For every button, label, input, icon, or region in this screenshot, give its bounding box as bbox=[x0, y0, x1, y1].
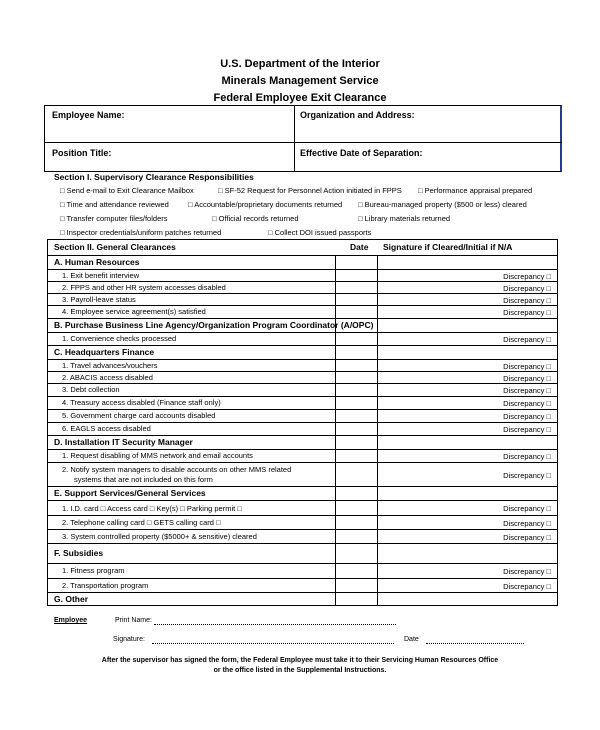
divider bbox=[294, 105, 295, 172]
discrepancy-checkbox[interactable]: Discrepancy □ bbox=[503, 425, 551, 434]
item-label: 3. System controlled property ($5000+ & sensitive) cleared bbox=[62, 532, 257, 541]
item-label: 4. Treasury access disabled (Finance staff only) bbox=[62, 398, 221, 407]
item-label: 5. Government charge card accounts disabled bbox=[62, 411, 216, 420]
table-row bbox=[48, 564, 557, 579]
item-label: 3. Debt collection bbox=[62, 385, 120, 394]
checkbox-item[interactable]: □ SF-52 Request for Personnel Action initiated in FPPS bbox=[218, 186, 402, 195]
table-row bbox=[48, 282, 557, 294]
table-row bbox=[48, 360, 557, 372]
employee-name-field[interactable]: Employee Name: bbox=[52, 110, 125, 120]
discrepancy-checkbox[interactable]: Discrepancy □ bbox=[503, 399, 551, 408]
section2-title: Section II. General Clearances bbox=[54, 242, 176, 252]
section2-table bbox=[47, 239, 558, 606]
item-label: 4. Employee service agreement(s) satisfied bbox=[62, 307, 206, 316]
group-other: G. Other bbox=[54, 594, 89, 604]
discrepancy-checkbox[interactable]: Discrepancy □ bbox=[503, 386, 551, 395]
discrepancy-checkbox[interactable]: Discrepancy □ bbox=[503, 412, 551, 421]
table-row bbox=[48, 530, 557, 544]
signature-label: Signature: bbox=[113, 636, 145, 643]
employee-label: Employee bbox=[54, 617, 88, 624]
group-row bbox=[48, 487, 557, 501]
item-label: 2. Notify system managers to disable accounts on other MMS related bbox=[62, 465, 292, 474]
discrepancy-checkbox[interactable]: Discrepancy □ bbox=[503, 296, 551, 305]
checkbox-item[interactable]: □ Bureau-managed property ($500 or less) cleared bbox=[358, 200, 527, 209]
item-label-continued: systems that are not included on this form bbox=[74, 475, 213, 484]
discrepancy-checkbox[interactable]: Discrepancy □ bbox=[503, 362, 551, 371]
table-row bbox=[48, 306, 557, 319]
table-row bbox=[48, 384, 557, 397]
group-row bbox=[48, 319, 557, 333]
table-row bbox=[48, 516, 557, 530]
table-row bbox=[48, 579, 557, 593]
instructions-note-continued: or the office listed in the Supplemental Instructions. bbox=[213, 667, 387, 674]
checkbox-item[interactable]: □ Library materials returned bbox=[358, 214, 451, 223]
group-it-security: D. Installation IT Security Manager bbox=[54, 437, 193, 447]
discrepancy-checkbox[interactable]: Discrepancy □ bbox=[503, 272, 551, 281]
discrepancy-checkbox[interactable]: Discrepancy □ bbox=[503, 335, 551, 344]
item-label: 1. Travel advances/vouchers bbox=[62, 361, 158, 370]
checkbox-item[interactable]: □ Transfer computer files/folders bbox=[60, 214, 168, 223]
discrepancy-checkbox[interactable]: Discrepancy □ bbox=[503, 582, 551, 591]
checkbox-item[interactable]: □ Send e-mail to Exit Clearance Mailbox bbox=[60, 186, 194, 195]
print-name-line[interactable] bbox=[154, 624, 396, 625]
checkbox-item[interactable]: □ Official records returned bbox=[212, 214, 299, 223]
item-label: 1. I.D. card □ Access card □ Key(s) □ Parking permit □ bbox=[62, 504, 242, 513]
table-row bbox=[48, 397, 557, 410]
table-row bbox=[48, 501, 557, 516]
item-label: 1. Fitness program bbox=[62, 566, 125, 575]
signature-header: Signature if Cleared/Initial if N/A bbox=[383, 242, 513, 252]
group-support-services: E. Support Services/General Services bbox=[54, 488, 206, 498]
effective-date-field[interactable]: Effective Date of Separation: bbox=[300, 148, 423, 158]
item-label: 6. EAGLS access disabled bbox=[62, 424, 151, 433]
organization-address-field[interactable]: Organization and Address: bbox=[300, 110, 415, 120]
table-row bbox=[48, 294, 557, 306]
item-label: 2. ABACIS access disabled bbox=[62, 373, 153, 382]
table-header bbox=[48, 240, 557, 256]
group-purchase-business-line: B. Purchase Business Line Agency/Organization Program Coordinator (A/OPC) bbox=[54, 320, 374, 330]
discrepancy-checkbox[interactable]: Discrepancy □ bbox=[503, 504, 551, 513]
checkbox-item[interactable]: □ Time and attendance reviewed bbox=[60, 200, 169, 209]
group-row bbox=[48, 256, 557, 270]
date-label: Date bbox=[404, 636, 419, 643]
instructions-note: After the supervisor has signed the form, the Federal Employee must take it to their Servicing Human Resources Office bbox=[101, 657, 499, 664]
checkbox-item[interactable]: □ Performance appraisal prepared bbox=[418, 186, 533, 195]
date-line[interactable] bbox=[426, 643, 524, 644]
group-row bbox=[48, 436, 557, 450]
table-row bbox=[48, 463, 557, 487]
table-row bbox=[48, 270, 557, 282]
table-row bbox=[48, 410, 557, 423]
discrepancy-checkbox[interactable]: Discrepancy □ bbox=[503, 471, 551, 480]
agency-title: U.S. Department of the Interior bbox=[220, 58, 380, 70]
table-row bbox=[48, 423, 557, 436]
item-label: 2. Transportation program bbox=[62, 581, 149, 590]
service-title: Minerals Management Service bbox=[221, 75, 379, 87]
group-human-resources: A. Human Resources bbox=[54, 257, 140, 267]
discrepancy-checkbox[interactable]: Discrepancy □ bbox=[503, 308, 551, 317]
item-label: 2. Telephone calling card □ GETS calling card □ bbox=[62, 518, 221, 527]
form-title: Federal Employee Exit Clearance bbox=[213, 92, 387, 104]
item-label: 3. Payroll-leave status bbox=[62, 295, 136, 304]
item-label: 1. Exit benefit interview bbox=[62, 271, 140, 280]
date-header: Date bbox=[350, 242, 369, 252]
section1-title: Section I. Supervisory Clearance Responsibilities bbox=[54, 172, 254, 182]
checkbox-item[interactable]: □ Collect DOI issued passports bbox=[268, 228, 372, 237]
group-subsidies: F. Subsidies bbox=[54, 548, 104, 558]
position-title-field[interactable]: Position Title: bbox=[52, 148, 112, 158]
divider bbox=[44, 142, 562, 143]
group-row bbox=[48, 593, 557, 605]
item-label: 1. Convenience checks processed bbox=[62, 334, 177, 343]
discrepancy-checkbox[interactable]: Discrepancy □ bbox=[503, 452, 551, 461]
print-name-label: Print Name: bbox=[115, 617, 152, 624]
discrepancy-checkbox[interactable]: Discrepancy □ bbox=[503, 533, 551, 542]
item-label: 2. FPPS and other HR system accesses disabled bbox=[62, 283, 226, 292]
discrepancy-checkbox[interactable]: Discrepancy □ bbox=[503, 519, 551, 528]
discrepancy-checkbox[interactable]: Discrepancy □ bbox=[503, 374, 551, 383]
table-row bbox=[48, 450, 557, 463]
discrepancy-checkbox[interactable]: Discrepancy □ bbox=[503, 284, 551, 293]
group-row bbox=[48, 544, 557, 564]
group-headquarters-finance: C. Headquarters Finance bbox=[54, 347, 155, 357]
group-row bbox=[48, 346, 557, 360]
checkbox-item[interactable]: □ Inspector credentials/uniform patches returned bbox=[60, 228, 222, 237]
table-row bbox=[48, 372, 557, 384]
table-row bbox=[48, 333, 557, 346]
checkbox-item[interactable]: □ Accountable/proprietary documents returned bbox=[188, 200, 343, 209]
discrepancy-checkbox[interactable]: Discrepancy □ bbox=[503, 567, 551, 576]
item-label: 1. Request disabling of MMS network and email accounts bbox=[62, 451, 253, 460]
signature-line[interactable] bbox=[152, 643, 394, 644]
